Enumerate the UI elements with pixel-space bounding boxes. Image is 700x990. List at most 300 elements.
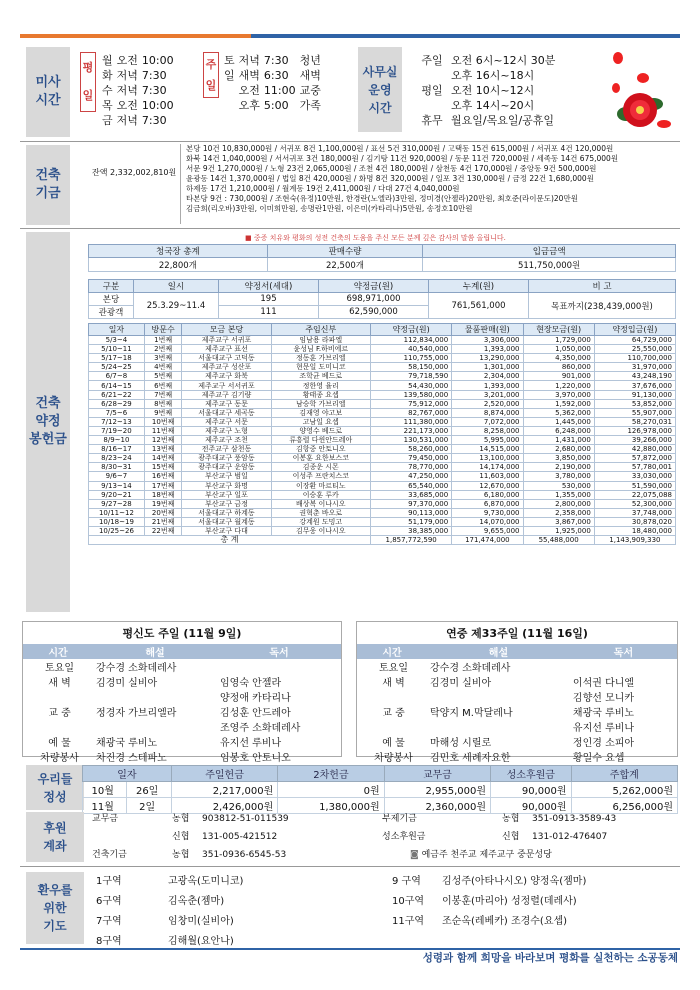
building-fund-label: 건축 기금	[26, 145, 70, 225]
table-row	[89, 426, 676, 435]
offering-row-cell: 2,360,000원	[384, 798, 490, 814]
weekday-mass-row-cell: 7:30	[141, 114, 167, 127]
table-row-cell: 10번째	[144, 417, 182, 426]
office-hours-row-cell: 월요일/목요일/공휴일	[451, 114, 555, 127]
table-row-cell: 14번째	[144, 454, 182, 463]
duty-left-row-cell: 양정애 카타리나	[220, 693, 291, 704]
duty-right-row-cell: 유지선 루비나	[572, 723, 635, 734]
table-row-cell: 4번째	[144, 363, 182, 372]
bank-icon: ◙	[410, 850, 422, 860]
building-fund-row	[186, 174, 618, 184]
table-row-cell: 이장환 마르티노	[271, 481, 371, 490]
table-row-cell: 배상복 이나시오	[271, 499, 371, 508]
table-row	[89, 481, 676, 490]
table-row-cell: 51,179,000	[371, 517, 452, 526]
table-row-cell: 제주교구 서서귀포	[182, 381, 271, 390]
table-row-cell: 65,540,000	[371, 481, 452, 490]
table-row-cell: 10/11~12	[89, 508, 145, 517]
table-row-cell: 1,393,000	[452, 345, 523, 354]
table-row-cell: 부산교구 화명	[182, 481, 271, 490]
table-row-cell: 5/3~4	[89, 336, 145, 345]
table-row-cell: 3,201,000	[452, 390, 523, 399]
table-row-cell: 9/20~21	[89, 490, 145, 499]
prayer-right-row	[392, 872, 586, 892]
duty-right-row-cell: 채광국 루비노	[572, 708, 635, 719]
table-row-cell: 20번째	[144, 508, 182, 517]
weekday-mass-row-cell: 화	[102, 69, 113, 82]
table-row-cell: 3,970,000	[523, 390, 594, 399]
duty-right-row-cell	[570, 659, 677, 674]
table-row	[89, 336, 676, 345]
prayer-right-row	[392, 892, 586, 912]
table-row-cell: 6/7~8	[89, 372, 145, 381]
table-row-cell: 91,130,000	[594, 390, 675, 399]
prayer-left-row-cell: 김옥춘(젬마)	[168, 896, 225, 907]
table-row-cell: 14,070,000	[452, 517, 523, 526]
table-row-cell: 5/17~18	[89, 354, 145, 363]
table-row-cell: 권혁춘 바오로	[271, 508, 371, 517]
offering-row-cell: 90,000원	[491, 782, 572, 798]
table-row-cell: 21번째	[144, 517, 182, 526]
weekday-mass-row-cell: 오전	[116, 54, 138, 67]
building-fund-balance: 잔액 2,332,002,810원	[92, 168, 177, 177]
duty-left-row-cell	[217, 659, 341, 674]
offering-table: 일자 주일헌금 2차헌금 교무금 성소후원금 주합계 10월 26일 2,217,000원 0원 2,955,000원 90,000원 5,262,000원 11월 2일 2,426,000원 1,380,000원 2,360,000원 90,000원 6,256,000원	[82, 765, 678, 814]
table-row-cell: 90,113,000	[371, 508, 452, 517]
accounts-table: 교무금 농협 903812-51-011539 부제기금 농협 351-0913-3589-43 신협 131-005-421512 성소후원금 신협 131-012-476407 건축기금 농협 351-0936-6545-53 ◙ 예금주 천주교 제주교구 중문성당	[92, 814, 617, 860]
table-row-cell: 58,260,000	[371, 445, 452, 454]
office-hours-row	[415, 83, 557, 98]
table-row-cell: 901,000	[523, 372, 594, 381]
table-row-cell: 7/19~20	[89, 426, 145, 435]
table-row-cell: 97,370,000	[371, 499, 452, 508]
weekday-mass-row-cell: 10:00	[141, 54, 174, 67]
account-holder: 예금주 천주교 제주교구 중문성당	[421, 850, 552, 860]
office-hours-label: 사무실 운영 시간	[358, 47, 402, 132]
table-row-cell: 6번째	[144, 381, 182, 390]
table-row-cell: 서울대교구 세곡동	[182, 408, 271, 417]
duty-left-title: 평신도 주일 (11월 9일)	[122, 627, 242, 640]
table-row-cell: 2,800,000	[523, 499, 594, 508]
donation-label: 건축 약정 봉헌금	[26, 232, 70, 612]
weekday-mass-row-cell: 금	[102, 114, 113, 127]
table-row-cell: 1,050,000	[523, 345, 594, 354]
table-row-cell: 2,520,000	[452, 399, 523, 408]
offering-row-cell: 2,426,000원	[171, 798, 277, 814]
weekend-mass-row-cell: 오전	[238, 84, 260, 97]
table-row-cell: 7/5~6	[89, 408, 145, 417]
duty-right-row-cell	[357, 719, 427, 734]
table-row-cell: 54,430,000	[371, 381, 452, 390]
weekend-mass-row-cell: 일	[224, 69, 235, 82]
weekday-mass-row-cell: 목	[102, 99, 113, 112]
donation-notice: ■ 중증 치유와 평화의 성전 건축의 도움을 주신 모든 분께 깊은 감사의 말씀 올립니다.	[245, 234, 506, 242]
table-row-cell: 김종운 시몬	[271, 463, 371, 472]
table-row-cell: 강계원 도밍고	[271, 517, 371, 526]
office-hours-row	[415, 98, 557, 113]
table-row-cell: 광주대교구 풍암동	[182, 454, 271, 463]
table-row-cell: 조학균 베드로	[271, 372, 371, 381]
offering-row-cell: 6,256,000원	[571, 798, 677, 814]
weekday-badge: 평 일	[80, 52, 96, 112]
office-hours-row-cell: 주일	[421, 54, 443, 67]
table-row-cell: 15번째	[144, 463, 182, 472]
table-row-cell: 57,872,000	[594, 454, 675, 463]
table-row	[89, 354, 676, 363]
table-row-cell: 14,174,000	[452, 463, 523, 472]
footer-slogan: 성령과 함께 희망을 바라보며 평화를 실천하는 소공동체	[422, 952, 678, 964]
duty-right-row-cell	[427, 689, 570, 704]
pledge-summary: 구분 일시 약정서(세대) 약정금(원) 누계(원) 비 고 본당 25.3.29~11.4 195 698,971,000 761,561,000 목표까지(238,439,000원) 관광객 111 62,590,000	[88, 279, 676, 319]
table-row-cell: 5,995,000	[452, 436, 523, 445]
table-row-cell: 3,780,000	[523, 472, 594, 481]
duty-left-row-cell: 새 벽	[48, 678, 71, 689]
table-row-cell: 제주교구 동문	[182, 399, 271, 408]
table-row-cell: 1,592,000	[523, 399, 594, 408]
duty-right-row-cell: 예 물	[382, 738, 405, 749]
prayer-left-row-cell: 6구역	[96, 896, 122, 907]
table-row	[89, 390, 676, 399]
table-row-cell: 10/18~19	[89, 517, 145, 526]
table-row-cell: 류흥렬 다윈안드레아	[271, 436, 371, 445]
duty-right-row-cell: 이석권 다니엘	[572, 678, 635, 689]
prayer-left-row	[96, 892, 243, 912]
prayer-left-row-cell: 김해월(요안나)	[168, 936, 234, 947]
table-row-cell: 9/27~28	[89, 499, 145, 508]
table-row-cell: 1,355,000	[523, 490, 594, 499]
building-fund-line: 윤광동 14건 1,370,000원 / 법일 8건 420,000원 / 화명 8건 320,000원 / 일포 3건 130,000원 / 금정 22건 1,680,000원	[186, 174, 594, 183]
table-row-cell: 6,870,000	[452, 499, 523, 508]
building-fund-row	[186, 164, 618, 174]
building-fund-line: 타본당 9건 : 730,000원 / 조현숙(유정)10만원, 한경란(노엘라)3만원, 정미경(안젤라)20만원, 최호준(라이문도)20만원	[186, 194, 578, 203]
table-row-cell: 8/23~24	[89, 454, 145, 463]
table-row-cell: 정동훈 가브리엘	[271, 354, 371, 363]
duty-right-row-cell	[427, 719, 570, 734]
duty-left-row-cell: 예 물	[48, 738, 71, 749]
duty-left-box: 평신도 주일 (11월 9일) 시간 해설 독서 토요일 강수경 소화데레사 새 벽 김경미 실비아 임영숙 안젤라 양정애 카타리나 교 중 정경자 가브리엘라 김성훈 안드레아 조영주 소화데레사 예 물 채광국 루비노 유지선 루비나 차량봉사 차진경 스테파노 임봉호 안토니오	[22, 621, 342, 757]
building-fund-row	[186, 204, 618, 214]
offering-row-cell: 10월	[83, 782, 127, 798]
duty-left-row-cell: 유지선 루비나	[220, 738, 282, 749]
table-row-cell: 1,220,000	[523, 381, 594, 390]
table-row-cell: 3,306,000	[452, 336, 523, 345]
duty-right-row-cell: 마해성 시릴로	[430, 738, 492, 749]
building-fund-row	[186, 184, 618, 194]
table-row-cell: 58,150,000	[371, 363, 452, 372]
duty-left-row-cell	[23, 719, 93, 734]
weekday-mass-row-cell: 월	[102, 54, 113, 67]
table-row-cell: 임남용 라파엘	[271, 336, 371, 345]
table-row-cell: 5번째	[144, 372, 182, 381]
weekend-mass-row-cell: 6:30	[263, 69, 289, 82]
table-row-cell: 19번째	[144, 499, 182, 508]
table-row-cell: 6/21~22	[89, 390, 145, 399]
table-row-cell: 8/30~31	[89, 463, 145, 472]
table-row-cell: 5,362,000	[523, 408, 594, 417]
table-row-cell: 18번째	[144, 490, 182, 499]
weekday-mass-row	[100, 113, 176, 128]
table-row	[89, 408, 676, 417]
weekday-mass-row	[100, 83, 176, 98]
table-row-cell: 1,925,000	[523, 526, 594, 535]
table-row	[89, 381, 676, 390]
offering-row-cell: 2일	[127, 798, 171, 814]
building-fund-line: 김금희(리오바)3만원, 이미희만원, 송명란1만원, 이은미(카타리나)5만원, 송정호10만원	[186, 204, 473, 213]
table-row	[89, 499, 676, 508]
duty-left-row-cell: 강수경 소화데레사	[96, 663, 177, 674]
duty-left-row	[23, 719, 341, 734]
table-row-cell: 8,258,000	[452, 426, 523, 435]
table-row-cell: 고남일 요셉	[271, 417, 371, 426]
table-row	[89, 472, 676, 481]
weekend-mass-row	[222, 68, 323, 83]
table-row-cell: 6,248,000	[523, 426, 594, 435]
table-row-cell: 2,680,000	[523, 445, 594, 454]
weekend-badge: 주 일	[203, 52, 219, 98]
offering-row-cell: 11월	[83, 798, 127, 814]
duty-right-row-cell: 정인경 소피아	[572, 738, 635, 749]
prayer-right-row-cell: 10구역	[392, 896, 425, 907]
table-row-cell: 서울대교구 하계동	[182, 508, 271, 517]
table-row-cell: 55,907,000	[594, 408, 675, 417]
table-row-cell: 광주대교구 운암동	[182, 463, 271, 472]
duty-left-row-cell: 임봉호 안토니오	[220, 753, 291, 764]
table-row-cell: 8,874,000	[452, 408, 523, 417]
table-row-cell: 13,100,000	[452, 454, 523, 463]
table-row-cell: 51,590,000	[594, 481, 675, 490]
table-row	[89, 345, 676, 354]
duty-right-row-cell: 김경미 실비아	[430, 678, 492, 689]
table-row-cell: 860,000	[523, 363, 594, 372]
table-row	[89, 508, 676, 517]
table-row-cell: 7/12~13	[89, 417, 145, 426]
table-row-cell: 8/16~17	[89, 445, 145, 454]
table-row-cell: 39,266,000	[594, 436, 675, 445]
table-row-cell: 3,850,000	[523, 454, 594, 463]
weekday-mass-row-cell: 오전	[116, 99, 138, 112]
duty-right-row-cell: 교 중	[382, 708, 405, 719]
mass-time-label: 미사 시간	[26, 47, 70, 137]
table-row-cell: 16번째	[144, 472, 182, 481]
table-row-cell: 79,450,000	[371, 454, 452, 463]
accounts-label: 후원 계좌	[26, 812, 84, 862]
weekend-mass-row-cell: 5:00	[263, 99, 289, 112]
duty-right-box: 연중 제33주일 (11월 16일) 시간 해설 독서 토요일 강수경 소화데레사 새 벽 김경미 실비아 이석권 다니엘 김향선 모니카 교 중 탁양지 M.막달레나 채광국 루비노 유지선 루비나 예 물 마해성 시릴로 정인경 소피아 차량봉사 김민호 세례자요한 황일수 요셉	[356, 621, 678, 757]
table-row	[89, 372, 676, 381]
table-row-cell: 42,880,000	[594, 445, 675, 454]
table-row-cell: 1,393,000	[452, 381, 523, 390]
table-row-cell: 부산교구 범일	[182, 472, 271, 481]
office-hours-row-cell	[415, 98, 449, 113]
duty-left-row-cell	[93, 719, 217, 734]
offering-row-cell: 26일	[127, 782, 171, 798]
duty-left-row	[23, 689, 341, 704]
weekend-mass-table: 토 저녁 7:30 청년 일 새벽 6:30 새벽 오전 11:00 교중 오후 5:00 가족	[224, 54, 321, 112]
table-row-cell: 제주교구 표선	[182, 345, 271, 354]
table-row-cell: 58,270,031	[594, 417, 675, 426]
office-hours-row	[415, 113, 557, 128]
table-row-cell: 18,480,000	[594, 526, 675, 535]
duty-right-title: 연중 제33주일 (11월 16일)	[446, 627, 588, 640]
table-row-cell: 제주교구 김기량	[182, 390, 271, 399]
duty-right-row	[357, 674, 677, 689]
top-divider	[20, 34, 680, 38]
table-row-cell: 현문일 도미니코	[271, 363, 371, 372]
duty-left-row-cell: 교 중	[48, 708, 71, 719]
table-row	[89, 517, 676, 526]
table-row-cell: 9번째	[144, 408, 182, 417]
weekend-mass-row	[222, 98, 323, 113]
building-fund-line: 본당 10건 10,830,000원 / 서귀포 8건 1,100,000원 / 표선 5건 310,000원 / 고택동 15건 615,000원 / 서귀포 4건 120,000원	[186, 144, 614, 153]
weekend-mass-row-cell	[222, 98, 237, 113]
duty-right-row-cell: 토요일	[379, 663, 408, 674]
table-row-cell: 7번째	[144, 390, 182, 399]
table-header: 현장모금(원)	[523, 324, 594, 336]
table-row	[89, 399, 676, 408]
table-row-cell: 139,580,000	[371, 390, 452, 399]
table-header: 모금 본당	[182, 324, 271, 336]
building-fund-row	[186, 194, 618, 204]
table-row-cell: 4,350,000	[523, 354, 594, 363]
table-row-cell: 12번째	[144, 436, 182, 445]
table-row-cell: 1번째	[144, 336, 182, 345]
office-hours-row-cell: 오후 16시~18시	[451, 69, 535, 82]
duty-left-row-cell: 정경자 가브리엘라	[96, 708, 177, 719]
table-row-cell: 이성주 프란치스코	[271, 472, 371, 481]
offering-row-cell: 5,262,000원	[571, 782, 677, 798]
duty-right-row	[357, 659, 677, 674]
weekday-mass-row-cell: 저녁	[116, 69, 138, 82]
duty-right-row	[357, 704, 677, 719]
duty-left-row-cell: 차량봉사	[40, 753, 79, 764]
table-row-cell: 제주교구 조천	[182, 436, 271, 445]
duty-right-row	[357, 749, 677, 764]
table-row-cell: 17번째	[144, 481, 182, 490]
gifts-label: 우리들 정성	[26, 765, 84, 810]
prayer-left-row-cell: 1구역	[96, 876, 122, 887]
weekend-mass-row-cell: 오후	[238, 99, 260, 112]
table-row	[89, 363, 676, 372]
table-row-cell: 김무웅 이나시오	[271, 526, 371, 535]
table-row-cell: 2,190,000	[523, 463, 594, 472]
prayer-right	[392, 872, 586, 932]
table-header: 물품판매(원)	[452, 324, 523, 336]
table-row-cell: 서울대교구 고덕동	[182, 354, 271, 363]
weekday-mass-row-cell: 7:30	[141, 69, 167, 82]
duty-right-row	[357, 719, 677, 734]
table-row-cell: 33,685,000	[371, 490, 452, 499]
table-row-cell: 37,676,000	[594, 381, 675, 390]
table-row-cell: 정한영 율리	[271, 381, 371, 390]
prayer-label: 환우를 위한 기도	[26, 872, 84, 944]
weekday-mass-row-cell: 저녁	[116, 114, 138, 127]
office-hours-row-cell	[415, 68, 449, 83]
table-row-cell: 8번째	[144, 399, 182, 408]
table-row-cell: 25,550,000	[594, 345, 675, 354]
table-row-cell: 22번째	[144, 526, 182, 535]
duty-left-row-cell: 토요일	[45, 663, 74, 674]
table-row-cell: 김항중 안토니오	[271, 445, 371, 454]
table-row-cell: 530,000	[523, 481, 594, 490]
building-fund-row	[186, 154, 618, 164]
table-row-cell: 제주교구 서문	[182, 417, 271, 426]
table-row-cell: 110,755,000	[371, 354, 452, 363]
table-row-cell: 13,290,000	[452, 354, 523, 363]
table-row-cell: 윤성님 F.하비에르	[271, 345, 371, 354]
table-row-cell: 3,867,000	[523, 517, 594, 526]
table-row	[89, 417, 676, 426]
table-row-cell: 52,300,000	[594, 499, 675, 508]
table-row-cell: 78,770,000	[371, 463, 452, 472]
duty-right-row-cell	[357, 689, 427, 704]
table-row-cell: 김재영 야고보	[271, 408, 371, 417]
office-hours-table	[415, 53, 557, 128]
duty-right-row-cell: 탁양지 M.막달레나	[430, 708, 513, 719]
duty-right-row-cell: 황일수 요셉	[572, 753, 625, 764]
table-row-cell: 43,248,190	[594, 372, 675, 381]
table-row-cell: 57,780,001	[594, 463, 675, 472]
weekend-mass-row-cell: 새벽	[238, 69, 260, 82]
table-row-cell: 2,358,000	[523, 508, 594, 517]
table-header: 약정금(원)	[371, 324, 452, 336]
building-fund-line: 화북 14건 1,040,000원 / 서서귀포 3건 180,000원 / 김기탕 11건 920,000원 / 동문 11건 720,000원 / 세족동 14건 675,000원	[186, 154, 619, 163]
table-row-cell: 5/10~11	[89, 345, 145, 354]
table-row-cell: 82,767,000	[371, 408, 452, 417]
weekday-mass-table	[100, 53, 176, 128]
table-row-cell: 8/9~10	[89, 436, 145, 445]
weekend-mass-row-cell: 새벽	[299, 69, 321, 82]
weekend-mass-row-cell	[222, 83, 237, 98]
building-fund-line: 하제동 17건 1,210,000원 / 월계동 19건 2,411,000원 / 다대 27건 4,040,000원	[186, 184, 460, 193]
prayer-left-row	[96, 872, 243, 892]
table-row-cell: 이승훈 루카	[271, 490, 371, 499]
table-row-cell: 11번째	[144, 426, 182, 435]
duty-left-row	[23, 749, 341, 764]
office-hours-row	[415, 53, 557, 68]
table-row-cell: 126,978,000	[594, 426, 675, 435]
duty-right-row	[357, 689, 677, 704]
table-row-cell: 9,730,000	[452, 508, 523, 517]
prayer-right-row	[392, 912, 586, 932]
duty-left-row-cell: 김경미 실비아	[96, 678, 158, 689]
offering-row-cell: 2,217,000원	[171, 782, 277, 798]
weekday-mass-row-cell: 10:00	[141, 99, 174, 112]
prayer-left-row-cell: 임창미(실비아)	[168, 916, 234, 927]
table-row-cell: 79,718,590	[371, 372, 452, 381]
table-row	[89, 454, 676, 463]
weekend-mass-row-cell: 교중	[299, 84, 321, 97]
table-row-cell: 47,250,000	[371, 472, 452, 481]
offering-row-cell: 90,000원	[491, 798, 572, 814]
prayer-left-row	[96, 912, 243, 932]
table-row-cell: 75,912,000	[371, 399, 452, 408]
weekday-mass-row	[100, 68, 176, 83]
table-row	[89, 526, 676, 535]
table-row-cell: 제주교구 성산포	[182, 363, 271, 372]
camellia-flower-icon	[606, 50, 678, 135]
duty-left-row-cell: 임영숙 안젤라	[220, 678, 282, 689]
table-row-cell: 6/28~29	[89, 399, 145, 408]
duty-right-row-cell: 차량봉사	[374, 753, 413, 764]
offering-row-cell: 1,380,000원	[278, 798, 384, 814]
duty-left-row-cell: 김성훈 안드레아	[220, 708, 291, 719]
table-row-cell: 33,030,000	[594, 472, 675, 481]
cheonggukjang-summary: 청국장 총계 판매수량 입금금액 22,800개 22,500개 511,750,000원	[88, 244, 676, 272]
table-row-cell: 37,748,000	[594, 508, 675, 517]
table-header: 약정입금(원)	[594, 324, 675, 336]
duty-left-row	[23, 659, 341, 674]
table-row-cell: 남승학 가브리엘	[271, 399, 371, 408]
